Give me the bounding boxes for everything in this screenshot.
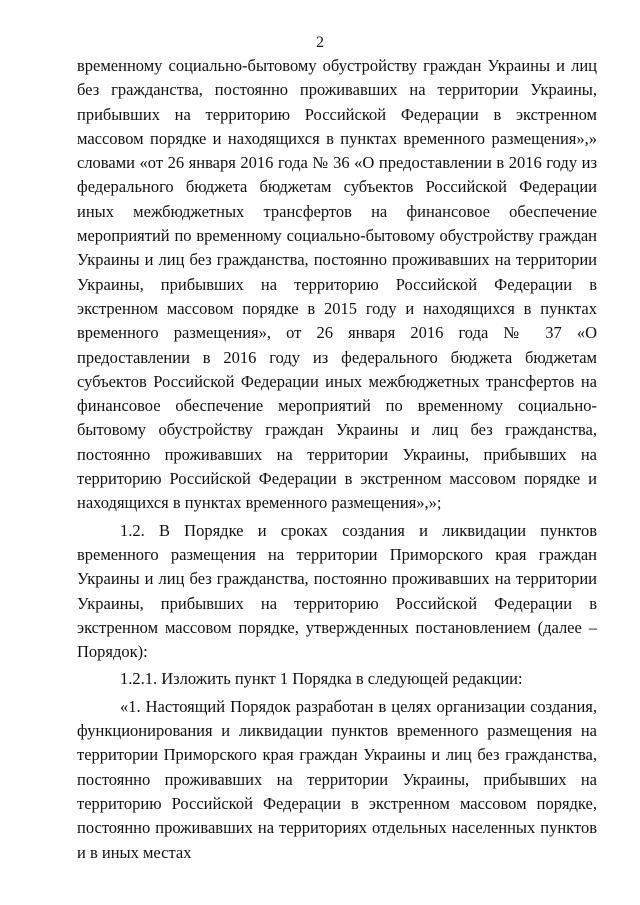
document-body bbox=[77, 54, 597, 868]
paragraph-4: «1. Настоящий Порядок разработан в целях организации создания, функционирования и ликвидации пунктов временного размещения на территории Приморского края граждан Украины и лиц без гражданства, постоянно проживавших на территории Украины, прибывших на территорию Российской Федерации в экстренном массовом порядке, постоянно проживавших на территориях отдельных населенных пунктов и в иных местах bbox=[77, 696, 597, 862]
paragraph-2: 1.2. В Порядке и сроках создания и ликвидации пунктов временного размещения на территории Приморского края граждан Украины и лиц без гражданства, постоянно проживавших на территории Украины, прибывших на территорию Российской Федерации в экстренном массовом порядке, утвержденных постановлением (далее – Порядок): bbox=[77, 520, 597, 662]
paragraph-3: 1.2.1. Изложить пункт 1 Порядка в следующей редакции: bbox=[120, 669, 523, 689]
page-number: 2 bbox=[316, 34, 324, 51]
paragraph-1: временному социально-бытовому обустройству граждан Украины и лиц без гражданства, постоянно проживавших на территории Украины, прибывших на территорию Российской Федерации в экстренном массовом порядке и находящихся в пунктах временного размещения»,» словами «от 26 января 2016 года № 36 «О предоставлении в 2016 году из федерального бюджета бюджетам субъектов Российской Федерации иных межбюджетных трансфертов на финансовое обеспечение мероприятий по временному социально-бытовому обустройству граждан Украины и лиц без гражданства, постоянно проживавших на территории Украины, прибывших на территорию Российской Федерации в экстренном массовом порядке в 2015 году и находящихся в пунктах временного размещения», от 26 января 2016 года № 37 «О предоставлении в 2016 году из федерального бюджета бюджетам субъектов Российской Федерации иных межбюджетных трансфертов на финансовое обеспечение мероприятий по временному социально-бытовому обустройству граждан Украины и лиц без гражданства, постоянно проживавших на территории Украины, прибывших на территорию Российской Федерации в экстренном массовом порядке и находящихся в пунктах временного размещения»,»; bbox=[77, 56, 597, 513]
